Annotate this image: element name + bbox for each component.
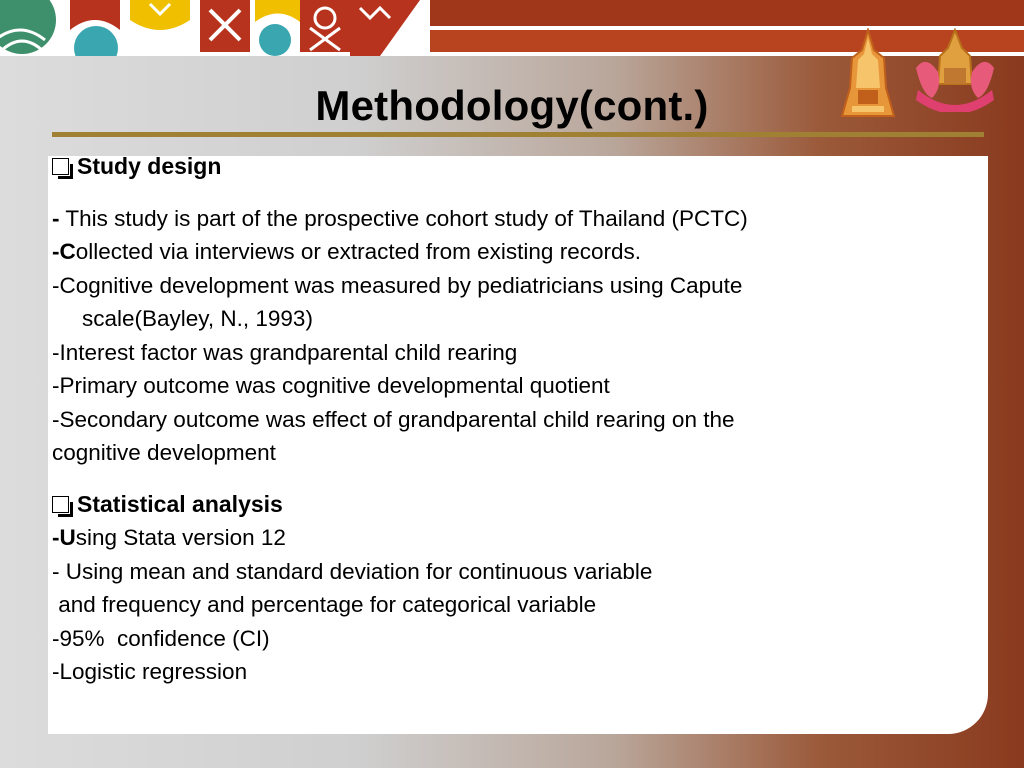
slide-title: Methodology(cont.) <box>315 82 709 129</box>
university-emblem-icon <box>838 28 898 122</box>
text-line <box>52 521 982 555</box>
line-text: scale(Bayley, N., 1993) <box>82 306 313 331</box>
line-text: and frequency and percentage for categorical variable <box>52 592 597 617</box>
section-heading-label: Study design <box>77 153 222 179</box>
text-line <box>52 369 982 403</box>
faculty-emblem-icon <box>912 28 998 112</box>
text-line <box>52 622 982 656</box>
line-prefix: -C <box>52 239 76 264</box>
thai-pattern-decoration <box>0 0 430 56</box>
text-line <box>52 655 982 689</box>
text-line <box>52 302 982 336</box>
line-text: -Primary outcome was cognitive developmental quotient <box>52 373 610 398</box>
spacer <box>52 184 982 202</box>
section-heading-statistical-analysis <box>52 488 982 522</box>
text-line <box>52 403 982 437</box>
line-text: -Interest factor was grandparental child rearing <box>52 339 518 365</box>
text-line <box>52 202 982 236</box>
text-line <box>52 269 982 303</box>
line-text: cognitive development <box>52 440 276 465</box>
line-prefix: - <box>52 205 60 231</box>
line-text: -Cognitive development was measured by pediatricians using Capute <box>52 272 743 298</box>
checkbox-bullet-icon <box>52 158 69 175</box>
line-text: ollected via interviews or extracted from existing records. <box>75 239 641 264</box>
text-line <box>52 588 982 622</box>
line-text: -Logistic regression <box>52 659 248 684</box>
line-text: This study is part of the prospective cohort study of Thailand (PCTC) <box>59 205 748 231</box>
line-prefix: -U <box>52 525 76 550</box>
line-text: - Using mean and standard deviation for continuous variable <box>52 558 653 584</box>
spacer <box>52 470 982 488</box>
text-line <box>52 336 982 370</box>
text-line <box>52 555 982 589</box>
line-text: -Secondary outcome was effect of grandparental child rearing on the <box>52 406 735 432</box>
text-line <box>52 436 982 470</box>
checkbox-bullet-icon <box>52 496 69 513</box>
text-line <box>52 235 982 269</box>
line-text: -95% confidence (CI) <box>52 625 270 651</box>
title-underline <box>52 132 984 137</box>
slide-body <box>52 150 982 689</box>
line-text: sing Stata version 12 <box>75 525 286 550</box>
section-heading-study-design <box>52 150 982 184</box>
section-heading-label: Statistical analysis <box>77 490 283 517</box>
